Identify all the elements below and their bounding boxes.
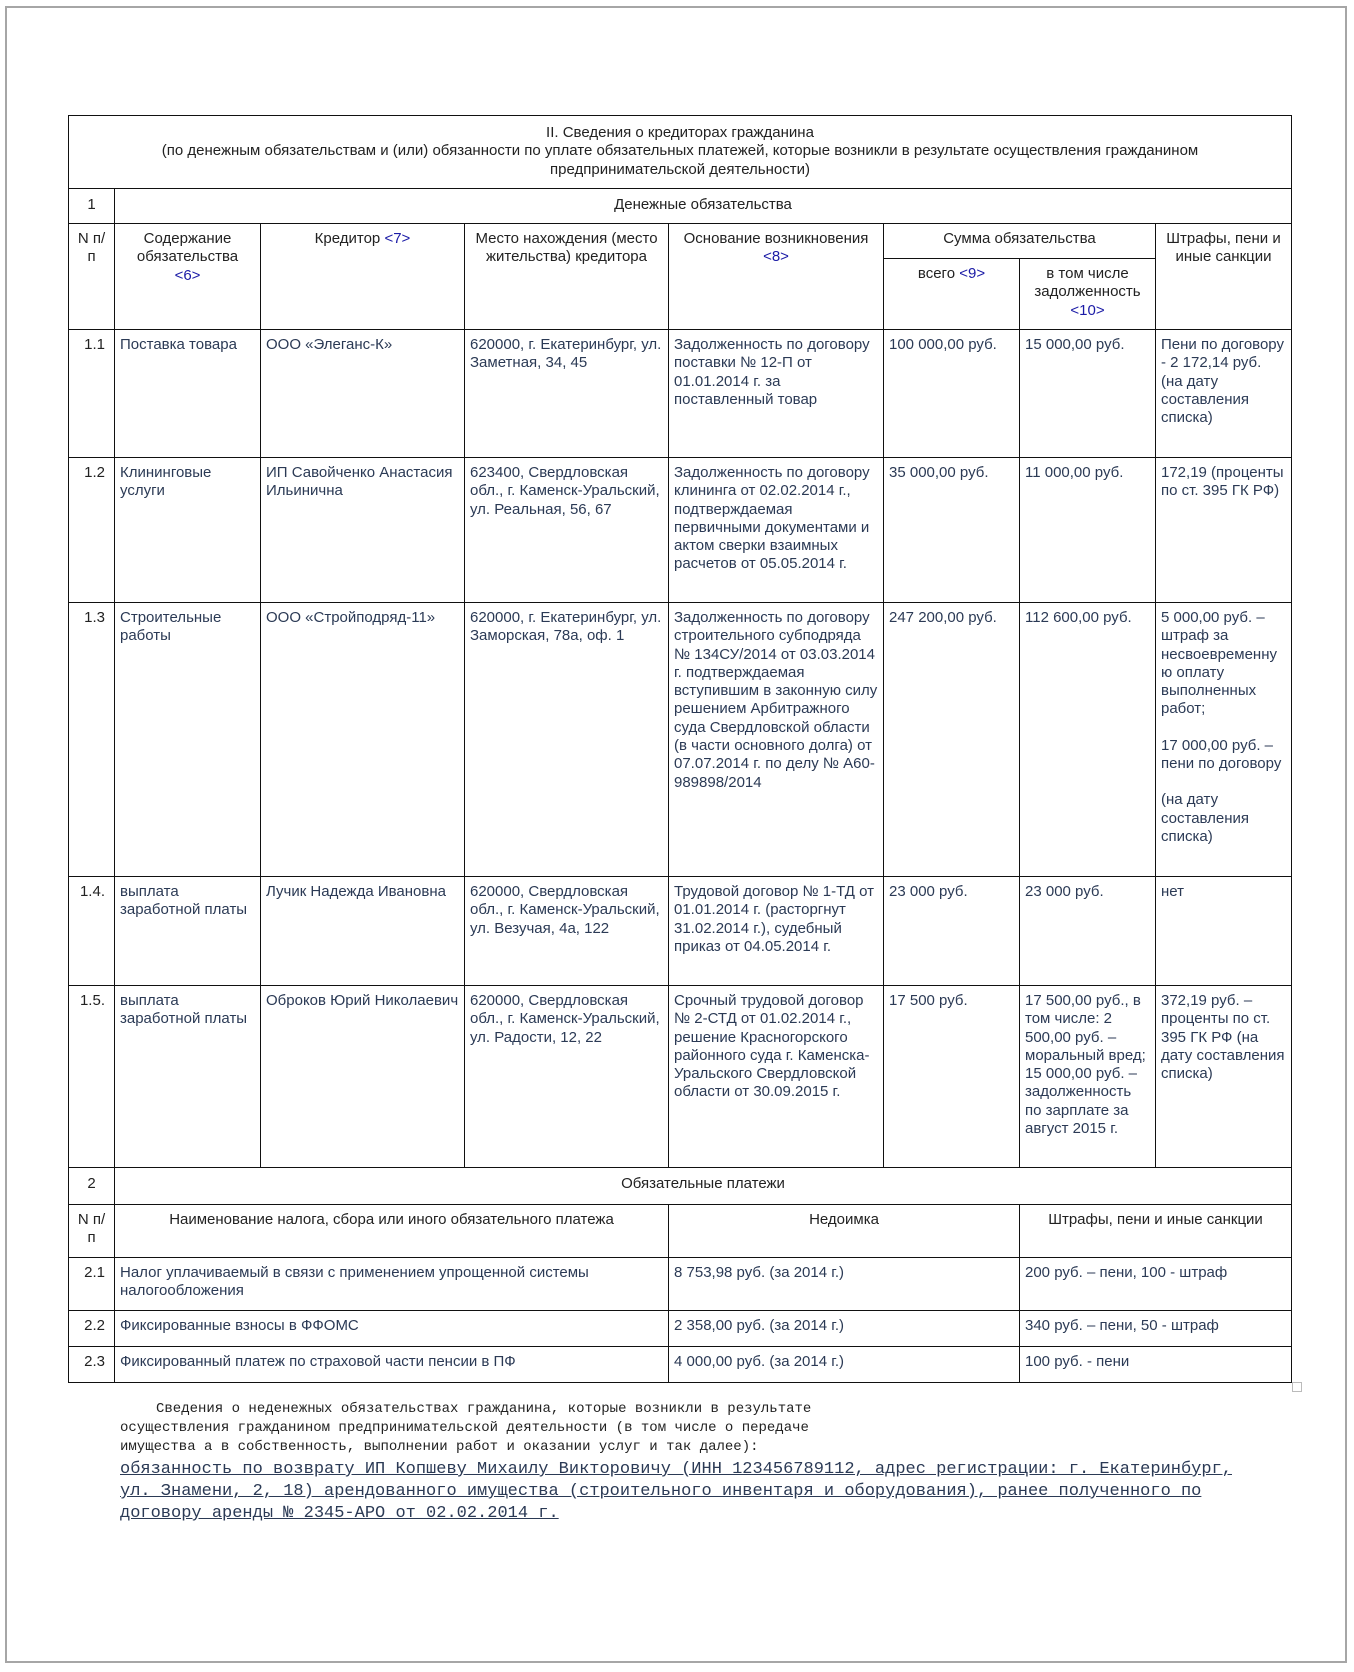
creditors-table <box>68 115 1292 1383</box>
footnote-ref-9[interactable]: <9> <box>959 265 986 282</box>
row-total: 100 000,00 руб. <box>884 330 1020 458</box>
row-num: 2.2 <box>69 1311 115 1347</box>
row-content: Поставка товара <box>115 330 261 458</box>
mandatory-header-penalties: Штрафы, пени и иные санкции <box>1020 1205 1292 1258</box>
row-penalties: нет <box>1156 877 1292 986</box>
row-debt: 23 000 руб. <box>1020 877 1156 986</box>
footnote-ref-8[interactable]: <8> <box>763 248 789 266</box>
row-num: 2.1 <box>69 1258 115 1311</box>
footnote-ref-7[interactable]: <7> <box>384 230 411 247</box>
row-content: Клининговые услуги <box>115 458 261 603</box>
row-basis: Задолженность по договору поставки № 12-П от 01.01.2014 г. за поставленный товар <box>669 330 884 458</box>
mandatory-section-number: 2 <box>69 1168 115 1205</box>
table-resize-handle[interactable] <box>1292 1382 1302 1392</box>
row-penalties: Пени по договору - 2 172,14 руб. (на дату составления списка) <box>1156 330 1292 458</box>
header-num: N п/п <box>69 224 115 330</box>
header-total: всего <9> <box>884 259 1020 330</box>
row-arrears: 8 753,98 руб. (за 2014 г.) <box>669 1258 1020 1311</box>
row-arrears: 2 358,00 руб. (за 2014 г.) <box>669 1311 1020 1347</box>
row-num: 1.5. <box>69 986 115 1168</box>
non-monetary-section <box>120 1400 1260 1525</box>
table-row <box>69 330 1292 458</box>
row-total: 23 000 руб. <box>884 877 1020 986</box>
row-location: 623400, Свердловская обл., г. Каменск-Уральский, ул. Реальная, 56, 67 <box>465 458 669 603</box>
row-num: 1.2 <box>69 458 115 603</box>
row-basis: Задолженность по договору клининга от 02.02.2014 г., подтверждаемая первичными документами и актом сверки взаимных расчетов от 05.05.2014 г. <box>669 458 884 603</box>
table-row <box>69 1258 1292 1311</box>
row-location: 620000, г. Екатеринбург, ул. Заморская, 78а, оф. 1 <box>465 603 669 877</box>
row-total: 247 200,00 руб. <box>884 603 1020 877</box>
row-debt: 17 500,00 руб., в том числе: 2 500,00 руб. – моральный вред; 15 000,00 руб. – задолженность по зарплате за август 2015 г. <box>1020 986 1156 1168</box>
row-basis: Задолженность по договору строительного субподряда № 134СУ/2014 от 03.03.2014 г. подтверждаемая вступившим в законную силу решением Арбитражного суда Свердловской области (в части основного долга) от 07.07.2014 г. по делу № А60-989898/2014 <box>669 603 884 877</box>
row-num: 1.3 <box>69 603 115 877</box>
section-title: II. Сведения о кредиторах гражданина <box>546 124 814 141</box>
row-location: 620000, Свердловская обл., г. Каменск-Уральский, ул. Везучая, 4а, 122 <box>465 877 669 986</box>
row-location: 620000, г. Екатеринбург, ул. Заметная, 34, 45 <box>465 330 669 458</box>
row-penalties: 200 руб. – пени, 100 - штраф <box>1020 1258 1292 1311</box>
row-num: 2.3 <box>69 1347 115 1383</box>
mandatory-header-arrears: Недоимка <box>669 1205 1020 1258</box>
table-row <box>69 986 1292 1168</box>
row-creditor: ИП Савойченко Анастасия Ильинична <box>261 458 465 603</box>
row-total: 35 000,00 руб. <box>884 458 1020 603</box>
row-content: Строительные работы <box>115 603 261 877</box>
footnote-ref-10[interactable]: <10> <box>1070 301 1105 319</box>
row-penalties: 172,19 (проценты по ст. 395 ГК РФ) <box>1156 458 1292 603</box>
header-sum: Сумма обязательства <box>884 224 1156 259</box>
table-row <box>69 1311 1292 1347</box>
row-num: 1.1 <box>69 330 115 458</box>
header-debt: в том числе задолженность <10> <box>1020 259 1156 330</box>
row-debt: 112 600,00 руб. <box>1020 603 1156 877</box>
row-creditor: ООО «Стройподряд-11» <box>261 603 465 877</box>
penalty-item: (на дату составления списка) <box>1161 791 1250 845</box>
mandatory-section-row <box>69 1168 1292 1205</box>
row-arrears: 4 000,00 руб. (за 2014 г.) <box>669 1347 1020 1383</box>
row-debt: 15 000,00 руб. <box>1020 330 1156 458</box>
mandatory-header-row <box>69 1205 1292 1258</box>
row-creditor: ООО «Элеганс-К» <box>261 330 465 458</box>
table-row <box>69 458 1292 603</box>
header-content: Содержание обязательства <6> <box>115 224 261 330</box>
monetary-section-label: Денежные обязательства <box>115 189 1292 224</box>
penalty-item: 17 000,00 руб. – пени по договору <box>1161 736 1282 773</box>
table-row <box>69 1347 1292 1383</box>
row-debt: 11 000,00 руб. <box>1020 458 1156 603</box>
row-name: Фиксированные взносы в ФФОМС <box>115 1311 669 1347</box>
row-creditor: Обрoков Юрий Николаевич <box>261 986 465 1168</box>
table-row <box>69 603 1292 877</box>
row-basis: Трудовой договор № 1-ТД от 01.01.2014 г. (расторгнут 31.02.2014 г.), судебный приказ от 04.05.2014 г. <box>669 877 884 986</box>
non-monetary-intro: Сведения о неденежных обязательствах гражданина, которые возникли в результате осуществления гражданином предпринимательской деятельности (в том числе о передаче имущества а в собственность, выполнении работ и оказании услуг и так далее): <box>120 1401 812 1455</box>
row-content: выплата заработной платы <box>115 877 261 986</box>
non-monetary-answer <box>120 1459 1260 1525</box>
monetary-section-row <box>69 189 1292 224</box>
mandatory-header-name: Наименование налога, сбора или иного обязательного платежа <box>115 1205 669 1258</box>
row-penalties: 340 руб. – пени, 50 - штраф <box>1020 1311 1292 1347</box>
mandatory-header-num: N п/п <box>69 1205 115 1258</box>
non-monetary-answer-text: обязанность по возврату ИП Копшеву Михаилу Викторовичу (ИНН 123456789112, адрес регистрации: г. Екатеринбург, ул. Знамени, 2, 18) арендованного имущества (строительного инвентаря и оборудования), ранее полученного по договору аренды № 2345-АРО от 02.02.2014 г. <box>120 1460 1232 1523</box>
row-total: 17 500 руб. <box>884 986 1020 1168</box>
row-penalties: 100 руб. - пени <box>1020 1347 1292 1383</box>
row-content: выплата заработной платы <box>115 986 261 1168</box>
monetary-section-number: 1 <box>69 189 115 224</box>
section-title-cell <box>69 116 1292 189</box>
monetary-header-row <box>69 224 1292 259</box>
row-creditor: Лучик Надежда Ивановна <box>261 877 465 986</box>
row-penalties: 372,19 руб. – проценты по ст. 395 ГК РФ (на дату составления списка) <box>1156 986 1292 1168</box>
row-basis: Срочный трудовой договор № 2-СТД от 01.02.2014 г., решение Красногорского районного суда г. Каменска-Уральского Свердловской области от 30.09.2015 г. <box>669 986 884 1168</box>
header-penalties: Штрафы, пени и иные санкции <box>1156 224 1292 330</box>
row-location: 620000, Свердловская обл., г. Каменск-Уральский, ул. Радости, 12, 22 <box>465 986 669 1168</box>
header-location: Место нахождения (место жительства) кредитора <box>465 224 669 330</box>
table-row <box>69 877 1292 986</box>
footnote-ref-6[interactable]: <6> <box>174 266 201 284</box>
section-subtitle: (по денежным обязательствам и (или) обязанности по уплате обязательных платежей, которые возникли в результате осуществления гражданином предпринимательской деятельности) <box>161 142 1199 178</box>
row-penalties <box>1156 603 1292 877</box>
penalty-item: 5 000,00 руб. – штраф за несвоевременну ю оплату выполненных работ; <box>1161 609 1277 718</box>
header-creditor: Кредитор <7> <box>261 224 465 330</box>
row-name: Налог уплачиваемый в связи с применением упрощенной системы налогообложения <box>115 1258 669 1311</box>
section-title-row <box>69 116 1292 189</box>
row-name: Фиксированный платеж по страховой части пенсии в ПФ <box>115 1347 669 1383</box>
row-num: 1.4. <box>69 877 115 986</box>
header-basis: Основание возникновения <8> <box>669 224 884 330</box>
mandatory-section-label: Обязательные платежи <box>115 1168 1292 1205</box>
